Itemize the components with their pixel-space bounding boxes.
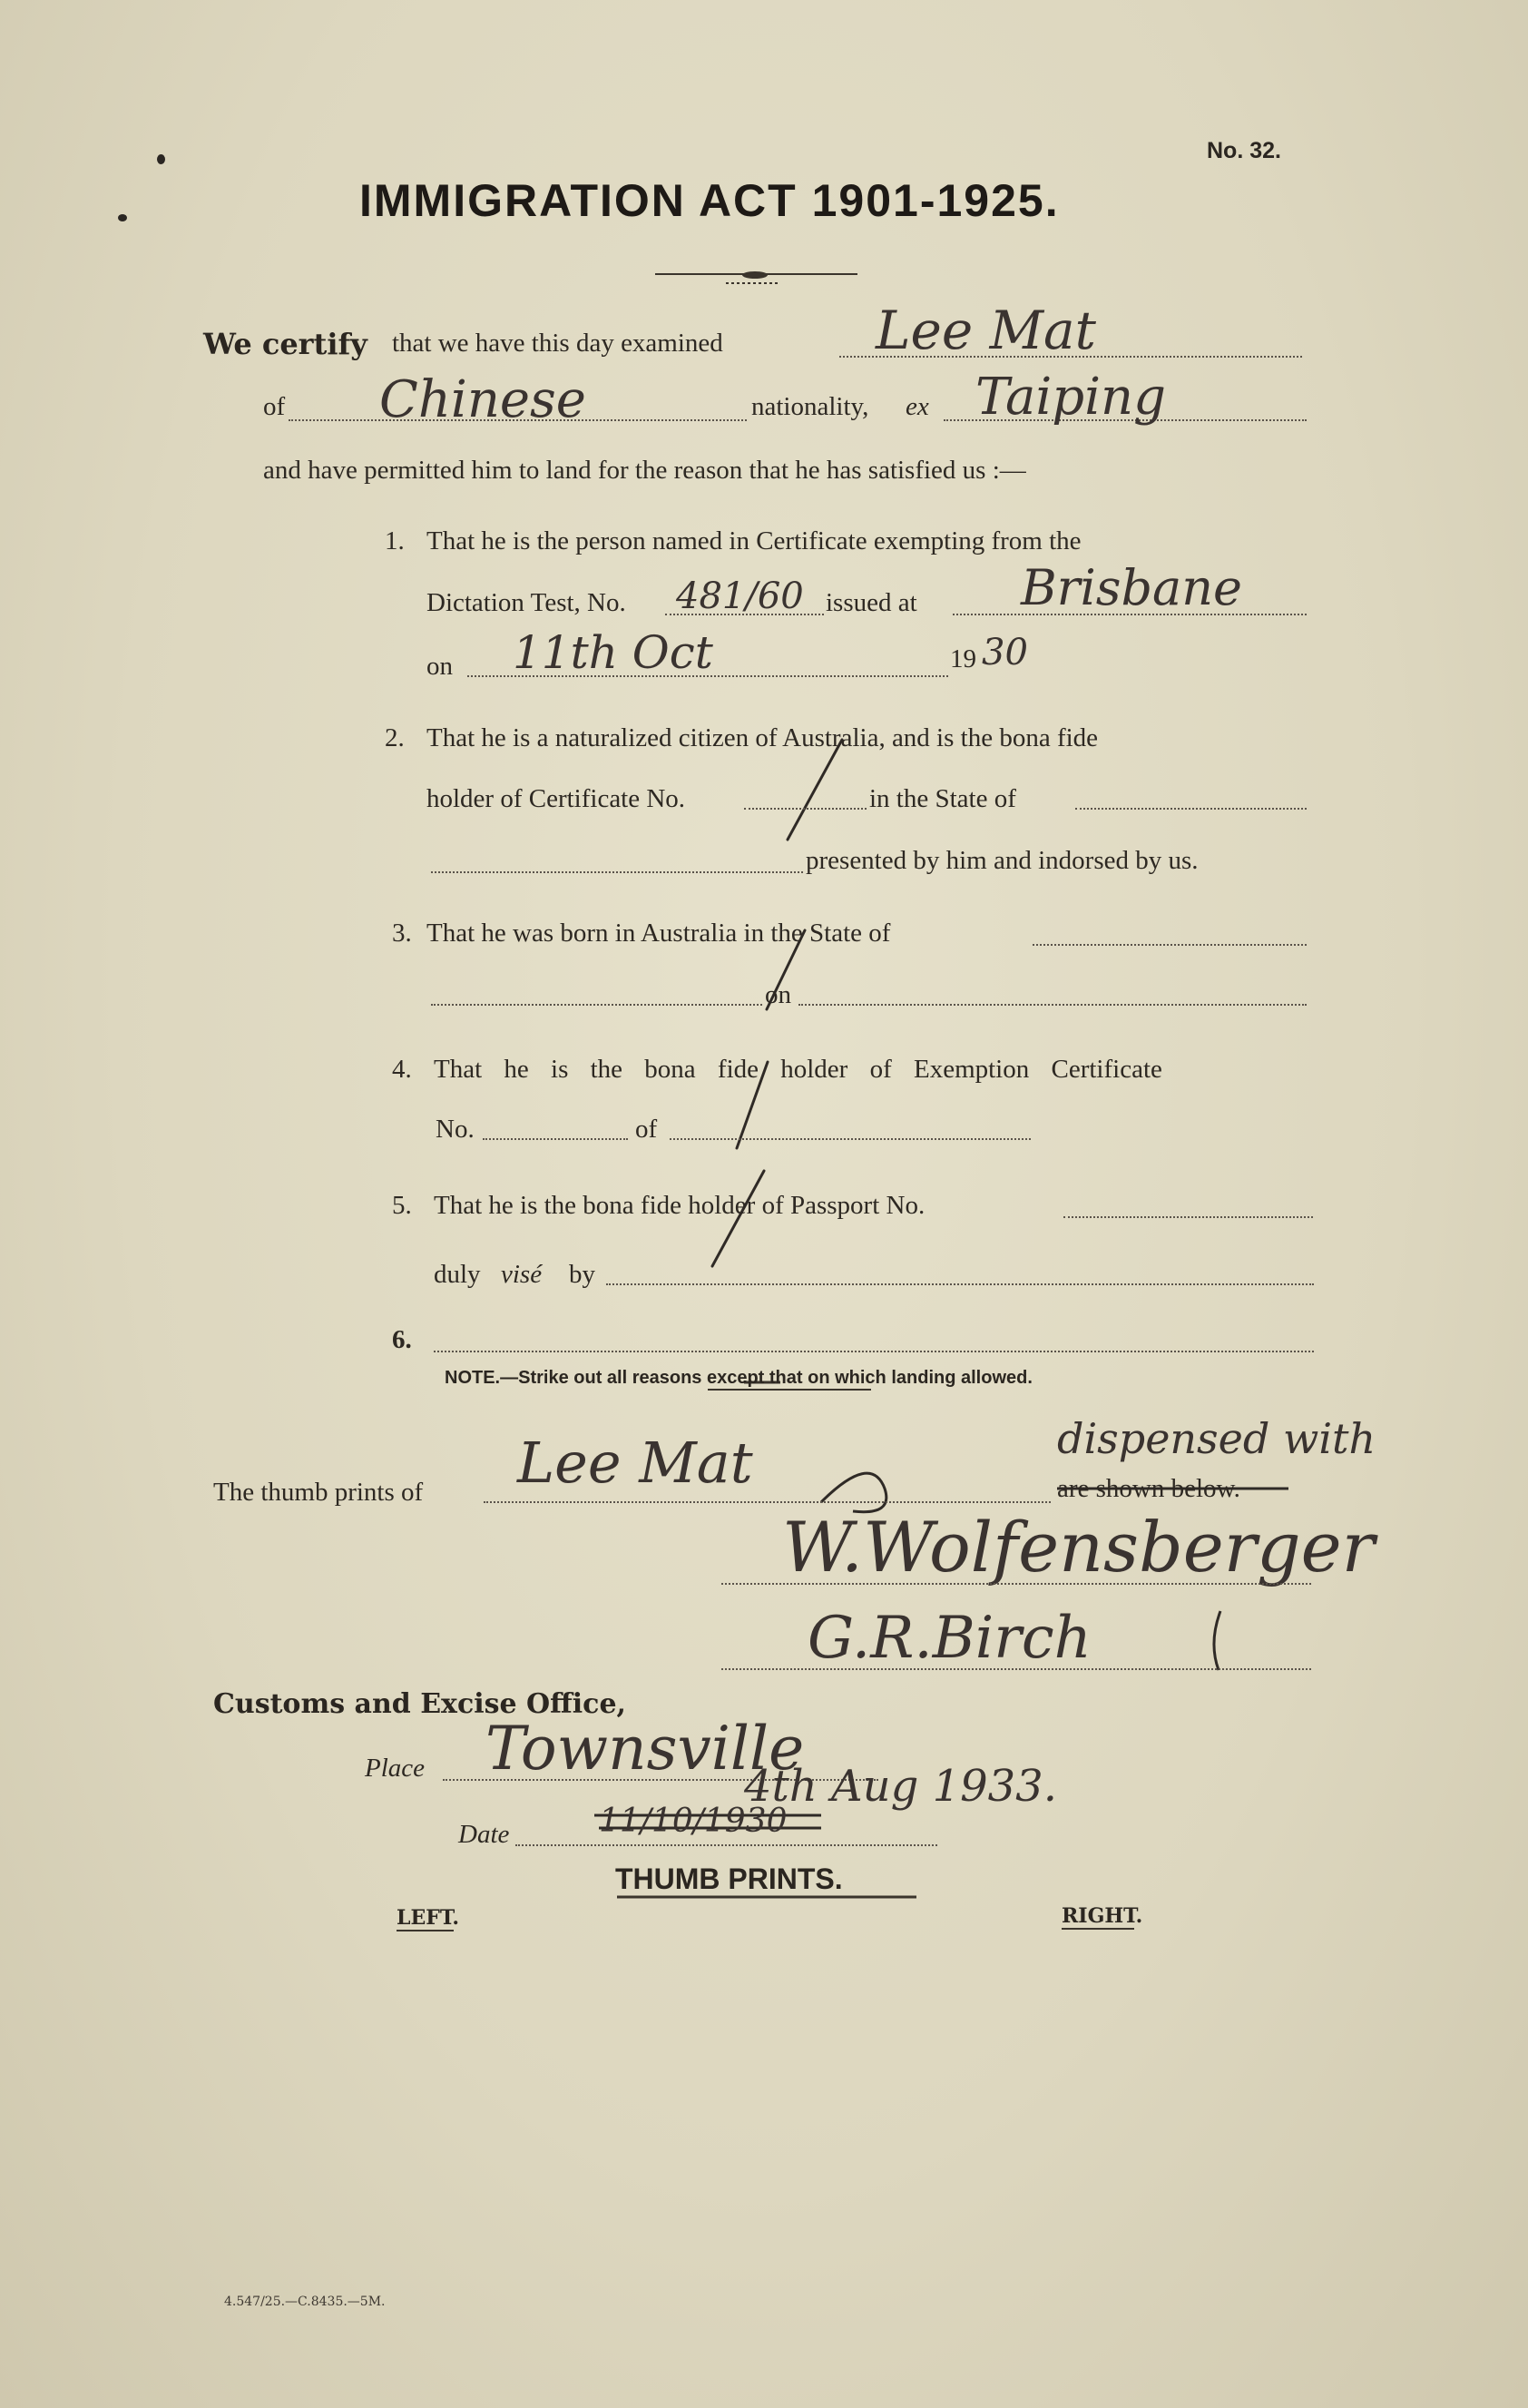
reason-3-number: 3. [392,919,412,948]
ship-value: Taiping [975,368,1166,427]
issued-at-value: Brisbane [1021,559,1242,616]
thumb-name: Lee Mat [517,1430,753,1496]
reason-5-by: by [569,1260,595,1289]
left-label: LEFT. [397,1906,460,1930]
ex-label: ex [906,392,929,421]
thumb-replacement: dispensed with [1057,1414,1376,1463]
thumb-label: The thumb prints of [213,1478,424,1507]
reason-3-blank-line [431,1004,762,1006]
state-3-line [1033,944,1307,946]
nationality-label: nationality, [751,392,869,421]
reason-1-line2a: Dictation Test, No. [426,588,626,617]
cert-no-value: 481/60 [676,575,804,617]
date-label: Date [458,1820,510,1849]
reason-4-no-line [483,1138,628,1140]
reason-2-line3: presented by him and indorsed by us. [806,846,1199,875]
reason-2-blank-line [431,871,803,873]
date-struck: 11/10/1930 [599,1803,788,1840]
thumb-name-line [484,1501,1051,1503]
permit-text: and have permitted him to land for the reason that he has satisfied us :— [263,456,1026,485]
cert-no-2-line [744,808,867,810]
margin-spot [118,214,127,221]
right-label: RIGHT. [1062,1904,1143,1928]
nationality-value: Chinese [379,370,586,429]
of-label: of [263,392,286,421]
reason-4-of-line [670,1138,1031,1140]
footer-code: 4.547/25.—C.8435.—5M. [224,2295,386,2309]
reason-5-number: 5. [392,1191,412,1220]
reason-5-line1: That he is the bona fide holder of Passport No. [434,1191,926,1220]
reason-4-no-label: No. [436,1115,475,1144]
document-title: IMMIGRATION ACT 1901-1925. [359,175,1060,226]
thumb-struck-text: are shown below. [1057,1474,1240,1503]
reason-2-number: 2. [385,723,405,752]
thumb-prints-heading: THUMB PRINTS. [615,1863,843,1895]
vise-by-line [606,1283,1314,1285]
reason-2-line2a: holder of Certificate No. [426,784,686,813]
reason-5-vise: visé [501,1260,543,1289]
reason-6-line [434,1351,1314,1352]
reason-6-number: 6. [392,1325,412,1354]
reason-3-line1: That he was born in Australia in the State of [426,919,891,948]
state-2-line [1075,808,1307,810]
reason-1-on-label: on [426,652,453,681]
form-number: No. 32. [1207,138,1281,163]
certify-prefix: We certify [203,327,367,361]
reason-3-on-label: on [765,980,791,1009]
signature-second: G.R.Birch [808,1605,1092,1672]
reason-1-number: 1. [385,526,405,555]
place-value: Townsville [485,1714,805,1784]
reason-3-date-line [798,1004,1307,1006]
reason-2-line1: That he is a naturalized citizen of Australia, and is the bona fide [426,723,1099,752]
margin-spot [157,154,165,164]
reason-4-of-label: of [635,1115,658,1144]
signature-first: W.Wolfensberger [782,1507,1375,1587]
reason-1-line2b: issued at [826,588,917,617]
reason-2-line2b: in the State of [869,784,1016,813]
examined-name: Lee Mat [876,300,1096,361]
place-label: Place [365,1754,426,1783]
on-date-value: 11th Oct [513,626,713,679]
signature-second-line [721,1668,1311,1670]
year-prefix: 19 [950,644,976,673]
year-suffix: 30 [982,632,1028,673]
reason-1-line1: That he is the person named in Certificate exempting from the [426,526,1082,555]
reason-5-duly: duly [434,1260,481,1289]
note-text: NOTE.—Strike out all reasons except that on which landing allowed. [445,1368,1033,1388]
date-line [515,1844,937,1846]
signature-first-line [721,1583,1311,1585]
certify-text: that we have this day examined [392,329,723,358]
office-label: Customs and Excise Office, [213,1688,626,1720]
passport-no-line [1063,1216,1313,1218]
reason-4-line1: That he is the bona fide holder of Exemption Certificate [434,1055,1162,1084]
date-value: 4th Aug 1933. [744,1761,1057,1812]
reason-4-number: 4. [392,1055,412,1084]
